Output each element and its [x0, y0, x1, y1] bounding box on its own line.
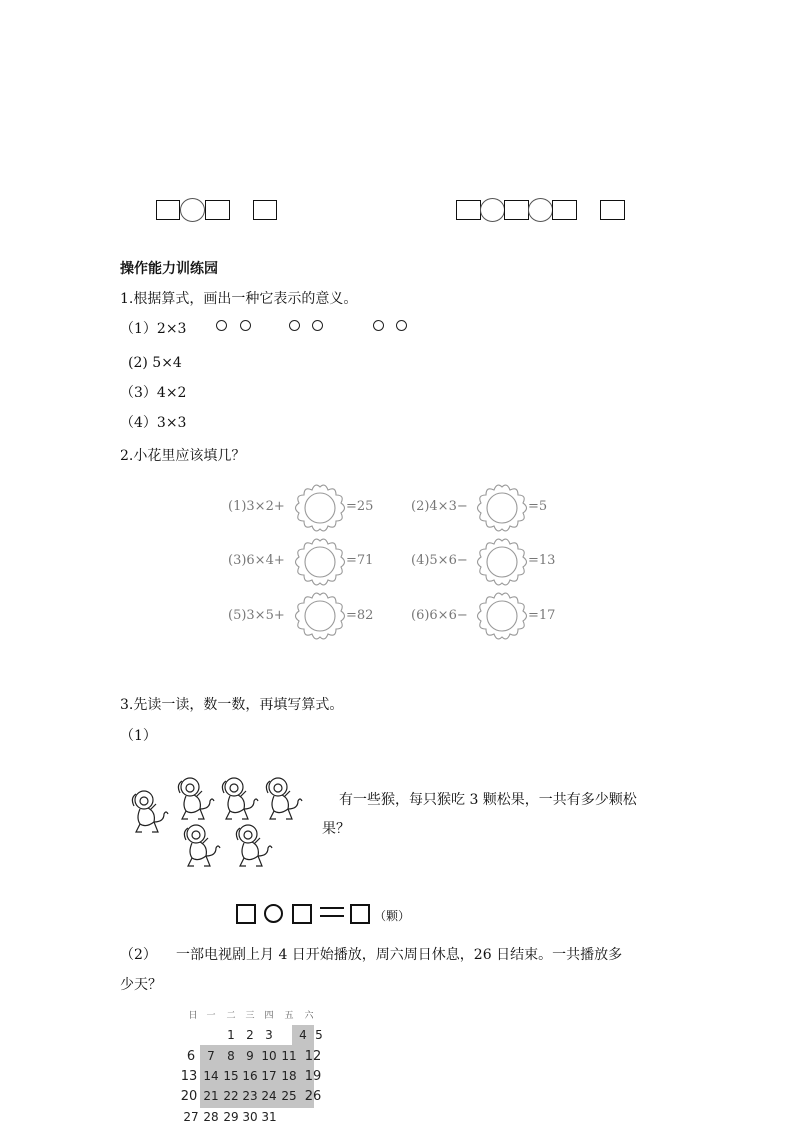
- circle-icon: [396, 320, 407, 331]
- equals-sign-bottom: [320, 915, 344, 917]
- blank-box: [456, 200, 481, 220]
- calendar-header: 一: [206, 1011, 216, 1021]
- circle-icon: [240, 320, 251, 331]
- q1-item-3: （3）4×2: [120, 385, 187, 401]
- calendar-day: 19: [304, 1069, 322, 1084]
- monkey-icon: [178, 822, 222, 872]
- blank-box: [292, 904, 312, 924]
- calendar-day: 24: [261, 1089, 277, 1103]
- blank-circle: [180, 198, 205, 222]
- monkey-icon: [126, 788, 170, 838]
- q3-part2-text-line1: 一部电视剧上月 4 日开始播放，周六周日休息，26 日结束。一共播放多: [176, 947, 623, 963]
- calendar-day: 7: [207, 1049, 215, 1063]
- flower-blank-icon: [476, 484, 528, 532]
- flower-blank-icon: [294, 538, 346, 586]
- q1-prompt: 1.根据算式，画出一种它表示的意义。: [120, 291, 358, 307]
- flower-blank-icon: [294, 484, 346, 532]
- calendar-day: 9: [246, 1049, 254, 1063]
- blank-box: [236, 904, 256, 924]
- blank-box: [205, 200, 230, 220]
- calendar-day: 27: [183, 1110, 199, 1124]
- unit-label: （颗）: [374, 909, 411, 923]
- calendar-header: 五: [284, 1011, 294, 1021]
- blank-box: [552, 200, 577, 220]
- blank-circle: [264, 904, 283, 923]
- calendar-day: 22: [223, 1089, 239, 1103]
- calendar-day: 17: [261, 1069, 277, 1083]
- monkey-icon: [172, 775, 216, 825]
- calendar-day: 23: [242, 1089, 258, 1103]
- monkey-icon: [230, 822, 274, 872]
- q1-item-4: （4）3×3: [120, 415, 187, 431]
- blank-circle: [528, 198, 553, 222]
- q3-part1-label: （1）: [120, 728, 157, 744]
- calendar-day: 28: [203, 1110, 219, 1124]
- blank-box: [156, 200, 180, 220]
- calendar-day: 18: [281, 1069, 297, 1083]
- blank-box: [600, 200, 625, 220]
- circle-icon: [373, 320, 384, 331]
- section-title: 操作能力训练园: [120, 261, 218, 277]
- flower-blank-icon: [476, 538, 528, 586]
- calendar-header: 四: [264, 1011, 274, 1021]
- calendar-day: 12: [304, 1049, 322, 1064]
- q3-part1-text-line2: 果？: [322, 821, 350, 837]
- calendar-day: 31: [261, 1110, 277, 1124]
- calendar-day: 3: [265, 1028, 273, 1042]
- equals-sign-top: [320, 907, 344, 909]
- calendar-day: 1: [227, 1028, 235, 1042]
- blank-box: [253, 200, 277, 220]
- calendar-header: 日: [188, 1011, 198, 1021]
- calendar-day: 21: [203, 1089, 219, 1103]
- blank-box: [504, 200, 529, 220]
- calendar-day: 13: [180, 1069, 198, 1084]
- calendar-day: 16: [242, 1069, 258, 1083]
- calendar-header: 六: [304, 1011, 314, 1021]
- calendar-day: 15: [223, 1069, 239, 1083]
- calendar-day: 11: [281, 1049, 297, 1063]
- calendar-day: 20: [180, 1089, 198, 1104]
- circle-icon: [289, 320, 300, 331]
- flower-blank-icon: [294, 592, 346, 640]
- calendar-day: 14: [203, 1069, 219, 1083]
- flower-blank-icon: [476, 592, 528, 640]
- calendar-day: 8: [227, 1049, 235, 1063]
- calendar-day: 2: [246, 1028, 254, 1042]
- q3-prompt: 3.先读一读，数一数，再填写算式。: [120, 697, 344, 713]
- q1-item-1: （1）2×3: [120, 321, 187, 337]
- calendar: [182, 1013, 332, 1123]
- blank-box: [350, 904, 370, 924]
- circle-icon: [216, 320, 227, 331]
- q1-item-2: (2) 5×4: [128, 355, 182, 371]
- q2-prompt: 2.小花里应该填几？: [120, 448, 246, 464]
- circle-icon: [312, 320, 323, 331]
- calendar-day: 5: [315, 1028, 323, 1042]
- calendar-day: 29: [223, 1110, 239, 1124]
- q3-part1-text-line1: 有一些猴，每只猴吃 3 颗松果，一共有多少颗松: [339, 792, 637, 808]
- calendar-day: 30: [242, 1110, 258, 1124]
- monkey-icon: [216, 775, 260, 825]
- q3-part2-text-line2: 少天？: [120, 977, 162, 993]
- calendar-day: 6: [186, 1049, 196, 1064]
- calendar-day: 26: [304, 1089, 322, 1104]
- calendar-day: 10: [261, 1049, 277, 1063]
- calendar-header: 三: [245, 1011, 255, 1021]
- calendar-day: 4: [299, 1028, 307, 1042]
- q3-part2-label: （2）: [120, 947, 157, 963]
- monkey-icon: [260, 775, 304, 825]
- calendar-header: 二: [226, 1011, 236, 1021]
- calendar-day: 25: [281, 1089, 297, 1103]
- blank-circle: [480, 198, 505, 222]
